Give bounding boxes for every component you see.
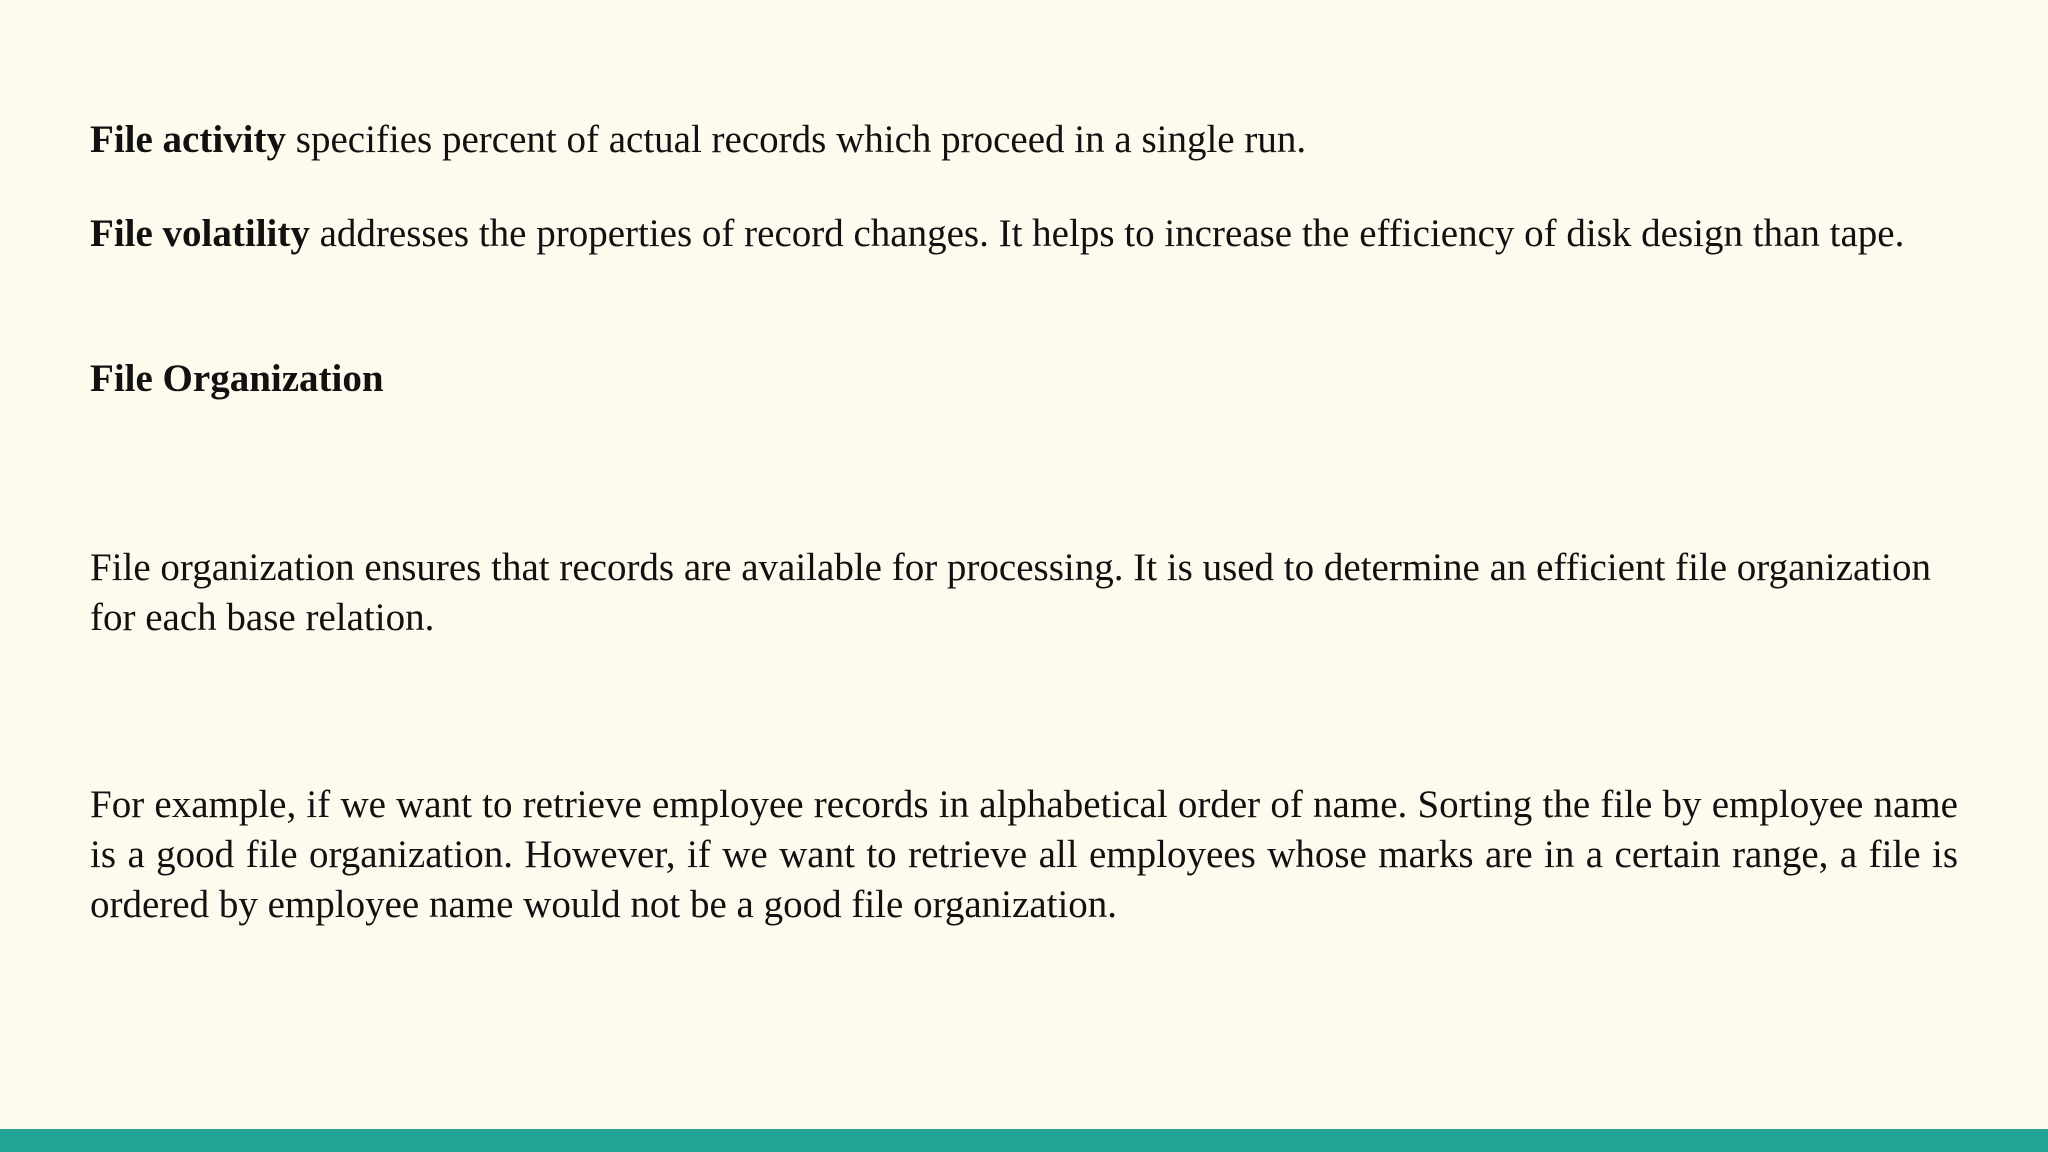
footer-accent-bar — [0, 1129, 2048, 1152]
example-paragraph: For example, if we want to retrieve employee records in alphabetical order of name. Sorting the file by employee name is a good file organization. However, if we want to retrieve all employees whose marks are in a certain range, a file is ordered by employee name would not be a good file organization. — [90, 783, 1958, 926]
file-activity-term: File activity — [90, 118, 287, 161]
file-volatility-term: File volatility — [90, 212, 310, 255]
file-volatility-paragraph — [90, 209, 1990, 259]
file-activity-paragraph — [90, 115, 1990, 165]
section-heading: File Organization — [90, 357, 384, 400]
file-activity-text: specifies percent of actual records which proceed in a single run. — [286, 118, 1307, 161]
file-organization-paragraph: File organization ensures that records are available for processing. It is used to determine an efficient file organization for each base relation. — [90, 546, 1932, 639]
file-volatility-text: addresses the properties of record changes. It helps to increase the efficiency of disk design than tape. — [309, 212, 1905, 255]
